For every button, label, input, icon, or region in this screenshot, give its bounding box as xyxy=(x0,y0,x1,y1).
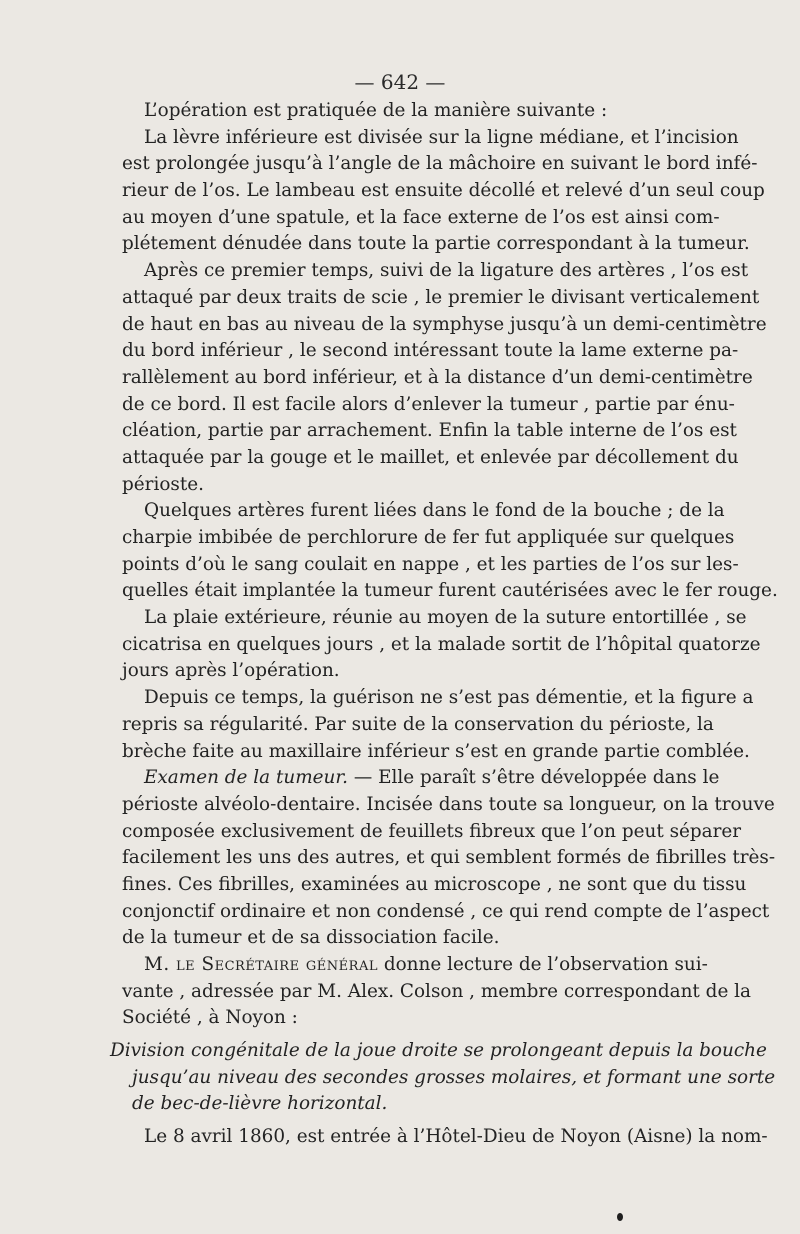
text-line: attaquée par la gouge et le maillet, et enlevée par décollement du xyxy=(122,446,739,468)
speaker-name: M. le Secrétaire général xyxy=(144,954,378,975)
text-line: La plaie extérieure, réunie au moyen de la suture entortillée , se xyxy=(144,607,747,629)
text-line: composée exclusivement de feuillets fibreux que l’on peut séparer xyxy=(122,820,742,842)
paragraph-premier-temps xyxy=(122,258,767,498)
text-line: vante , adressée par M. Alex. Colson , membre correspondant de la xyxy=(122,980,752,1002)
text-line: attaqué par deux traits de scie , le premier le divisant verticalement xyxy=(122,286,760,308)
text-line: facilement les uns des autres, et qui semblent formés de fibrilles très- xyxy=(122,847,776,869)
text-line xyxy=(122,952,708,979)
paragraph-incision xyxy=(122,125,765,258)
text-line: est prolongée jusqu’à l’angle de la mâchoire en suivant le bord infé- xyxy=(122,153,758,175)
secretaire-text: donne lecture de l’observation sui- xyxy=(377,954,708,975)
text-line: cléation, partie par arrachement. Enfin la table interne de l’os est xyxy=(122,420,737,442)
text-line: du bord inférieur , le second intéressant toute la lame externe pa- xyxy=(122,340,739,362)
text-line xyxy=(122,765,720,792)
text-line: Depuis ce temps, la guérison ne s’est pas démentie, et la figure a xyxy=(144,687,754,709)
paragraph-intro xyxy=(122,98,702,125)
examen-label: Examen de la tumeur. xyxy=(144,767,348,789)
paragraph-arteres xyxy=(122,498,778,605)
text-line: au moyen d’une spatule, et la face externe de l’os est ainsi com- xyxy=(122,206,720,228)
text-line: périoste alvéolo-dentaire. Incisée dans toute sa longueur, on la trouve xyxy=(122,793,775,815)
page-number: — 642 — xyxy=(354,70,446,94)
text-line: charpie imbibée de perchlorure de fer fut appliquée sur quelques xyxy=(122,527,735,548)
paragraph-guerison xyxy=(122,685,754,765)
title-line: de bec-de-lièvre horizontal. xyxy=(132,1093,388,1115)
text-line: périoste. xyxy=(122,473,204,495)
text-line: de la tumeur et de sa dissociation facile. xyxy=(122,927,500,949)
title-line: jusqu’au niveau des secondes grosses molaires, et formant une sorte xyxy=(132,1066,776,1088)
text-line: Quelques artères furent liées dans le fond de la bouche ; de la xyxy=(144,500,725,522)
text-line: rallèlement au bord inférieur, et à la distance d’un demi-centimètre xyxy=(122,366,753,388)
text-line: de ce bord. Il est facile alors d’enlever la tumeur , partie par énu- xyxy=(122,393,735,415)
paragraph-plaie xyxy=(122,605,761,685)
text-line: fines. Ces fibrilles, examinées au microscope , ne sont que du tissu xyxy=(122,873,747,895)
text-line: Le 8 avril 1860, est entrée à l’Hôtel-Dieu de Noyon (Aisne) la nom- xyxy=(144,1126,768,1148)
paragraph-examen xyxy=(122,765,776,952)
text-line: rieur de l’os. Le lambeau est ensuite décollé et relevé d’un seul coup xyxy=(122,180,765,202)
text-line: de haut en bas au niveau de la symphyse jusqu’à un demi-centimètre xyxy=(122,313,767,335)
text-line: quelles était implantée la tumeur furent cautérisées avec le fer rouge. xyxy=(122,580,778,602)
observation-title xyxy=(110,1038,776,1118)
examen-text: — Elle paraît s’être développée dans le xyxy=(347,767,720,789)
paragraph-secretaire xyxy=(122,952,752,1032)
text-line: plétement dénudée dans toute la partie correspondant à la tumeur. xyxy=(122,233,750,255)
text-line: Après ce premier temps, suivi de la ligature des artères , l’os est xyxy=(144,260,749,282)
text-line: conjonctif ordinaire et non condensé , ce qui rend compte de l’aspect xyxy=(122,900,770,922)
title-line: Division congénitale de la joue droite se prolongeant depuis la bouche xyxy=(110,1040,767,1062)
ink-mark xyxy=(617,1213,623,1221)
paragraph-final xyxy=(122,1124,768,1151)
text-line: points d’où le sang coulait en nappe , et les parties de l’os sur les- xyxy=(122,553,739,575)
text-line: L’opération est pratiquée de la manière suivante : xyxy=(144,100,608,121)
text-line: brèche faite au maxillaire inférieur s’est en grande partie comblée. xyxy=(122,740,750,762)
text-line: La lèvre inférieure est divisée sur la ligne médiane, et l’incision xyxy=(144,126,739,148)
body-text xyxy=(110,98,778,1151)
text-line: cicatrisa en quelques jours , et la malade sortit de l’hôpital quatorze xyxy=(122,633,761,655)
text-line: Société , à Noyon : xyxy=(122,1007,298,1029)
text-line: repris sa régularité. Par suite de la conservation du périoste, la xyxy=(122,713,714,735)
text-line: jours après l’opération. xyxy=(122,660,340,682)
